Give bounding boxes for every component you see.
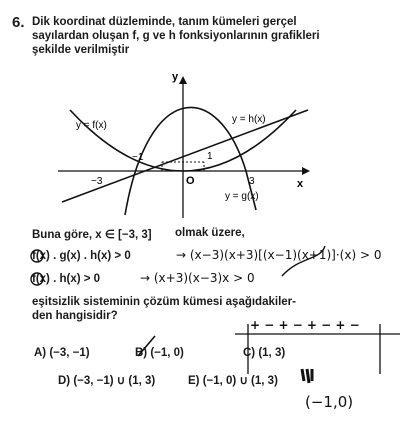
check-circle-icon bbox=[31, 250, 43, 262]
y-axis-arrow-icon bbox=[179, 76, 187, 84]
question-number: 6. bbox=[12, 14, 25, 31]
question-stem-line-3: şekilde verilmiştir bbox=[32, 44, 130, 56]
axis-label-y: y bbox=[172, 71, 179, 83]
handwritten-work-1: → (x−3)(x+3)[(x−1)(x+1)]·(x) > 0 bbox=[176, 248, 382, 262]
handwritten-answer: (−1,0) bbox=[305, 393, 354, 411]
prompt-line-2: den hangisidir? bbox=[32, 310, 118, 322]
tick-label-1: 1 bbox=[207, 151, 213, 162]
scribble-mark bbox=[302, 369, 312, 383]
tick-label-neg3: −3 bbox=[91, 176, 103, 187]
option-d[interactable]: D) (−3, −1) ∪ (1, 3) bbox=[58, 375, 156, 387]
option-b[interactable]: B) (−1, 0) bbox=[135, 347, 184, 359]
origin-label: O bbox=[186, 175, 195, 187]
handwritten-work-2: → (x+3)(x−3)x > 0 bbox=[140, 271, 255, 285]
handwritten-sign-row: + − + − + − + − bbox=[250, 318, 360, 332]
question-stem-line-1: Dik koordinat düzleminde, tanım kümeleri gerçel bbox=[32, 16, 297, 28]
function-graph bbox=[50, 70, 320, 220]
check-circle-icon bbox=[31, 273, 43, 285]
curve-f-label: y = f(x) bbox=[76, 120, 107, 131]
condition-suffix: olmak üzere, bbox=[175, 227, 245, 239]
strike-mark bbox=[138, 336, 155, 356]
x-axis-arrow-icon bbox=[302, 167, 310, 175]
inequality-1: f(x) . g(x) . h(x) > 0 bbox=[32, 250, 131, 262]
curve-g-label: y = g(x) bbox=[225, 191, 259, 202]
inequality-2: f(x) . h(x) > 0 bbox=[32, 273, 101, 285]
tick-label-3: 3 bbox=[249, 176, 255, 187]
option-e[interactable]: E) (−1, 0) ∪ (1, 3) bbox=[188, 375, 278, 387]
condition-prefix: Buna göre, x ∈ [−3, 3] bbox=[32, 229, 152, 241]
axis-label-x: x bbox=[297, 178, 304, 190]
option-a[interactable]: A) (−3, −1) bbox=[34, 347, 90, 359]
question-stem-line-2: sayılardan oluşan f, g ve h fonksiyonlarının grafikleri bbox=[32, 30, 320, 42]
tick-label-neg1: −1 bbox=[132, 152, 144, 163]
line-h-label: y = h(x) bbox=[232, 114, 266, 125]
prompt-line-1: eşitsizlik sisteminin çözüm kümesi aşağıdakiler- bbox=[32, 296, 296, 308]
option-c[interactable]: C) (1, 3) bbox=[243, 347, 286, 359]
